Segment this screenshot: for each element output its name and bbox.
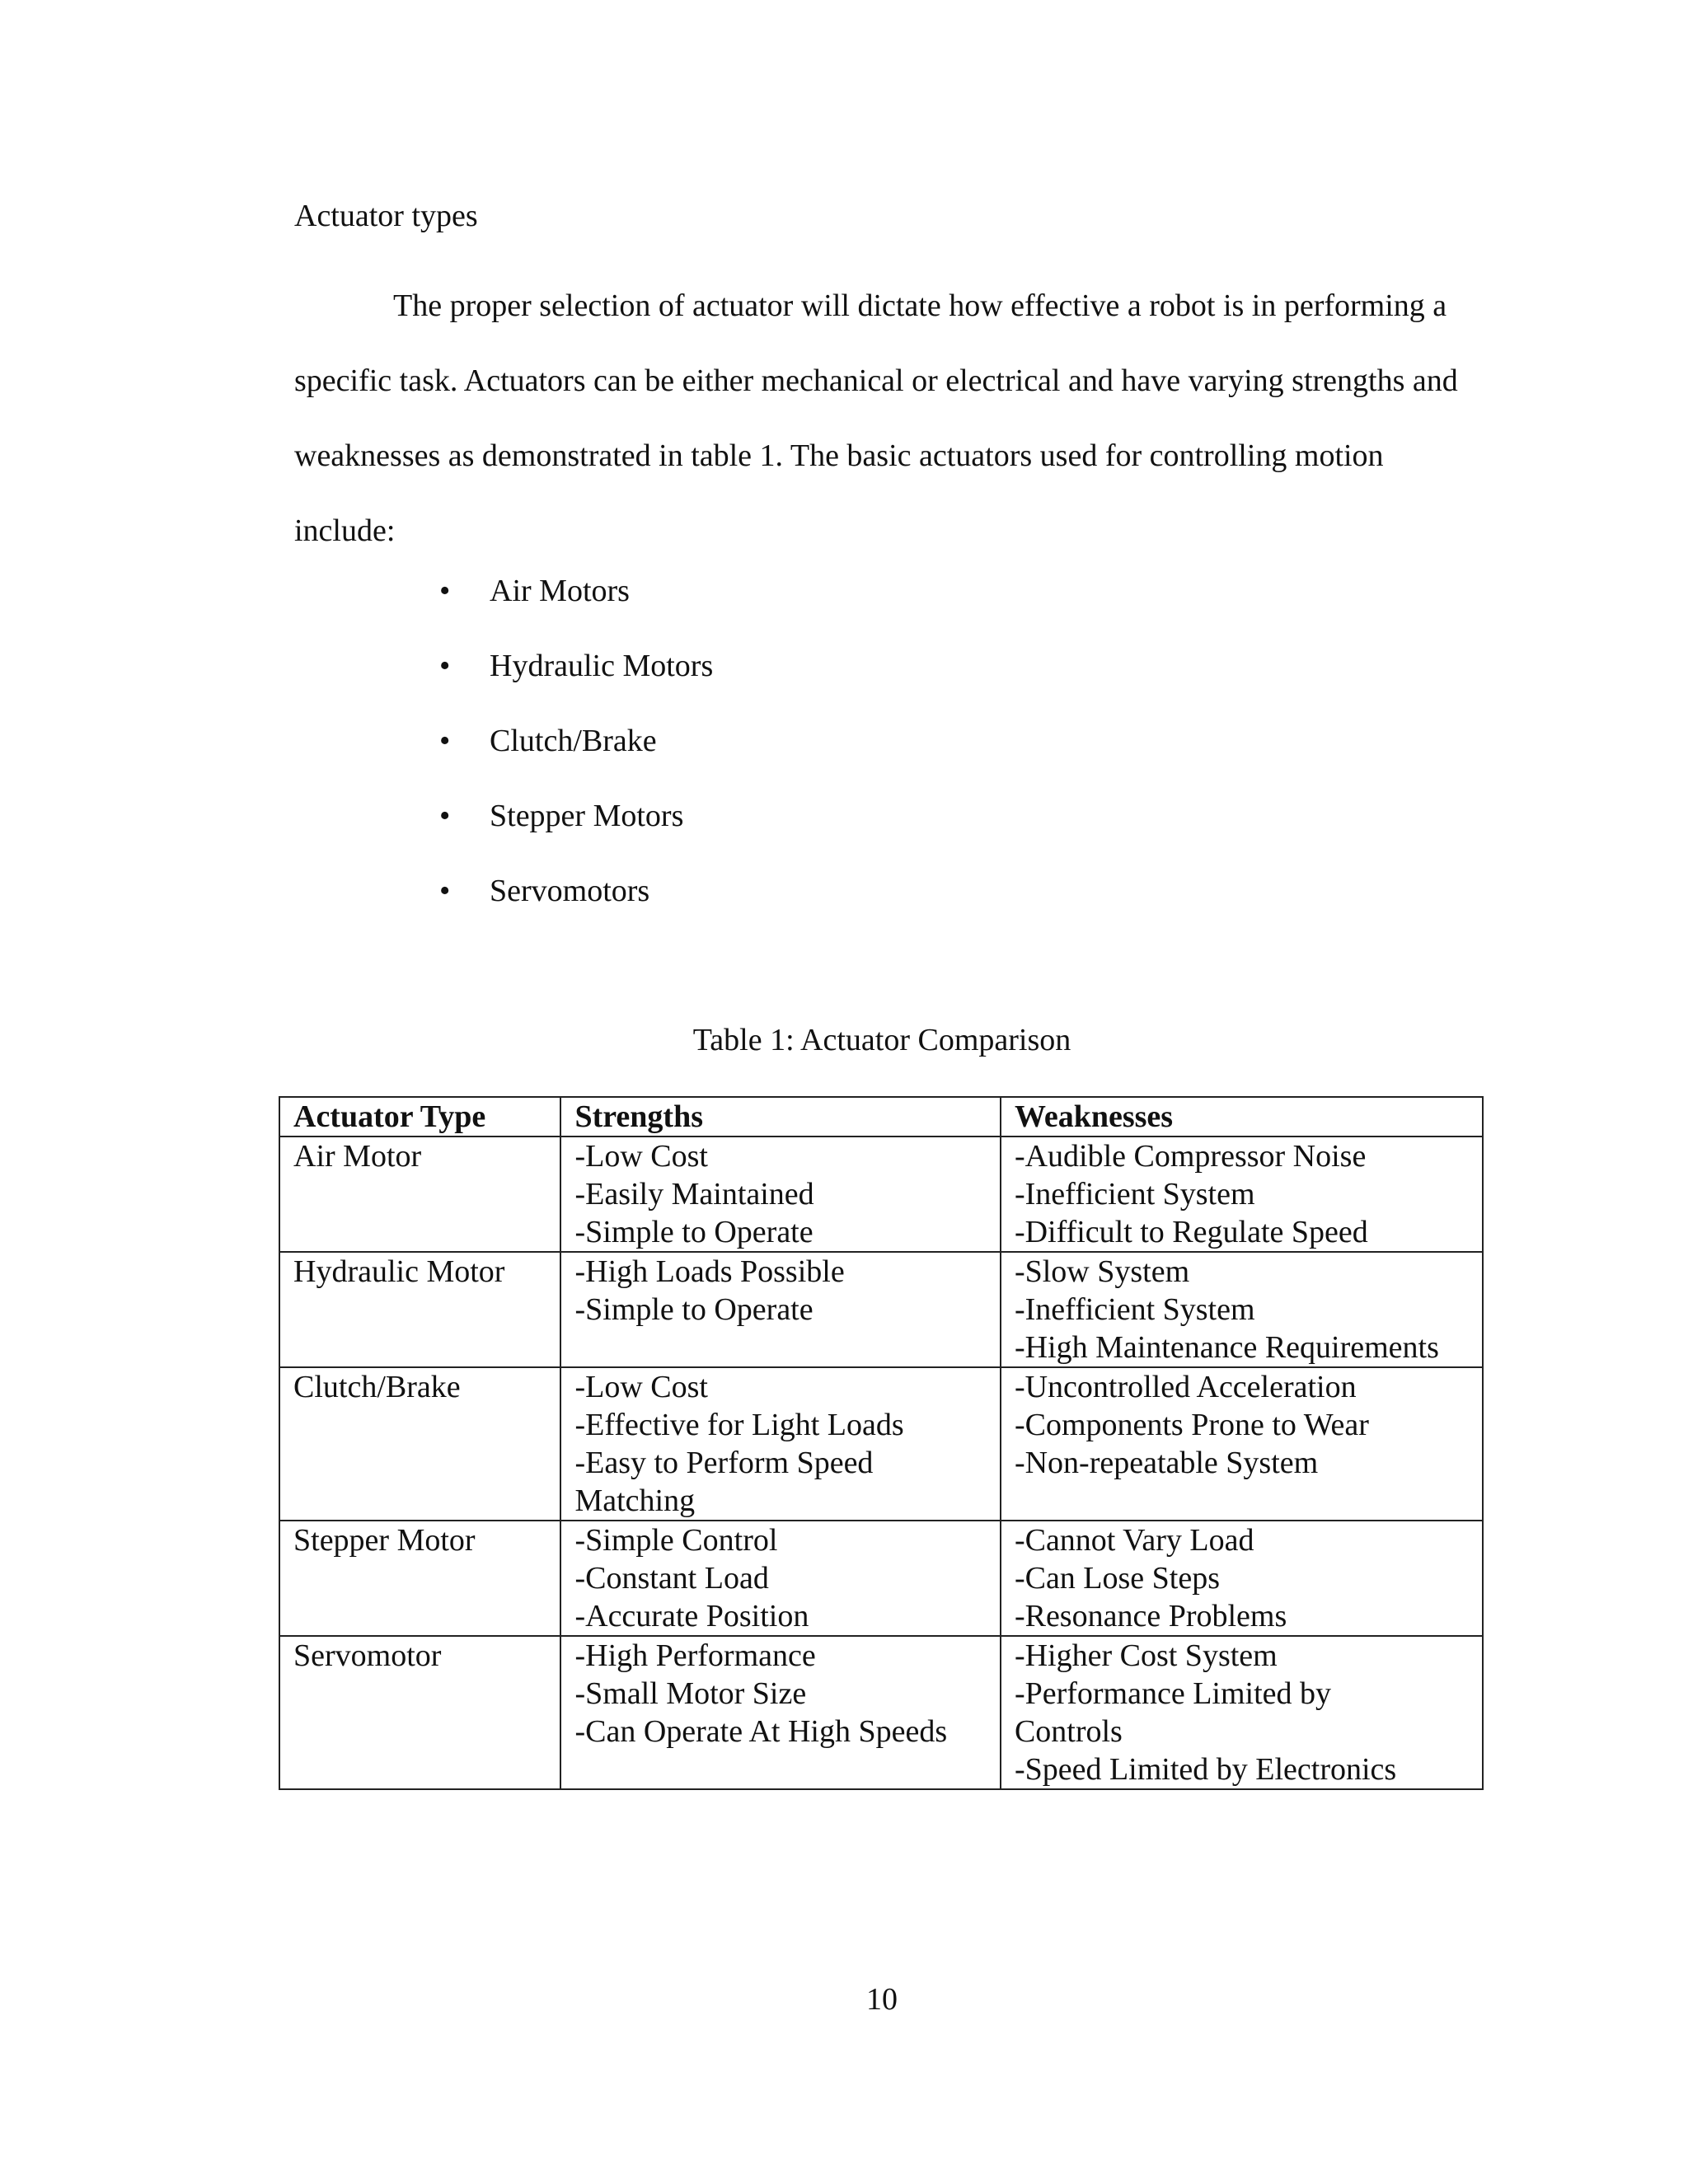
list-item-text: Servomotors [490, 874, 650, 908]
cell-line: -Small Motor Size [574, 1676, 807, 1711]
cell-line: -Low Cost [574, 1139, 708, 1174]
table-row [279, 1137, 1483, 1252]
cell-text: Air Motor [293, 1139, 422, 1174]
cell-text: Stepper Motor [293, 1523, 476, 1558]
cell-line: -Difficult to Regulate Speed [1014, 1215, 1368, 1249]
actuator-comparison-table [279, 1096, 1484, 1790]
cell-line: -Low Cost [574, 1370, 708, 1404]
cell-line: -Simple to Operate [574, 1292, 814, 1327]
page-number: 10 [866, 1982, 898, 2017]
cell-weaknesses [1001, 1252, 1483, 1367]
cell-actuator-type [279, 1252, 560, 1367]
bullet-icon: • [439, 649, 451, 683]
cell-strengths [560, 1521, 1000, 1636]
cell-line: -Can Operate At High Speeds [574, 1714, 948, 1749]
cell-line: -Inefficient System [1014, 1177, 1255, 1212]
cell-strengths [560, 1252, 1000, 1367]
cell-line: -Audible Compressor Noise [1014, 1139, 1367, 1174]
header-actuator-type: Actuator Type [279, 1097, 560, 1137]
cell-line: -High Loads Possible [574, 1254, 845, 1289]
cell-line: -Components Prone to Wear [1014, 1408, 1369, 1442]
cell-line: -Accurate Position [574, 1599, 809, 1633]
table-row [279, 1367, 1483, 1521]
header-weaknesses: Weaknesses [1001, 1097, 1483, 1137]
header-strengths: Strengths [560, 1097, 1000, 1137]
cell-text: Clutch/Brake [293, 1370, 461, 1404]
cell-line: -Non-repeatable System [1014, 1446, 1319, 1480]
table-caption: Table 1: Actuator Comparison [692, 1023, 1071, 1057]
cell-weaknesses [1001, 1137, 1483, 1252]
cell-weaknesses [1001, 1636, 1483, 1789]
cell-line: -Constant Load [574, 1561, 769, 1596]
bullet-icon: • [439, 574, 451, 608]
cell-line: Controls [1014, 1714, 1123, 1749]
table-row [279, 1636, 1483, 1789]
cell-line: -Easily Maintained [574, 1177, 814, 1212]
cell-line: -Resonance Problems [1014, 1599, 1287, 1633]
section-heading: Actuator types [294, 199, 478, 233]
cell-line: -Inefficient System [1014, 1292, 1255, 1327]
cell-line: -Simple to Operate [574, 1215, 814, 1249]
cell-line: -Performance Limited by [1014, 1676, 1332, 1711]
bullet-icon: • [439, 724, 451, 758]
cell-text: Hydraulic Motor [293, 1254, 505, 1289]
bullet-icon: • [439, 874, 451, 908]
cell-line: -Speed Limited by Electronics [1014, 1752, 1397, 1787]
cell-line: Matching [574, 1483, 696, 1518]
list-item-text: Clutch/Brake [490, 724, 657, 758]
cell-actuator-type [279, 1367, 560, 1521]
cell-line: -High Performance [574, 1638, 816, 1673]
cell-line: -Effective for Light Loads [574, 1408, 904, 1442]
cell-actuator-type [279, 1521, 560, 1636]
cell-line: -Can Lose Steps [1014, 1561, 1221, 1596]
cell-line: -High Maintenance Requirements [1014, 1330, 1439, 1365]
cell-line: -Easy to Perform Speed [574, 1446, 874, 1480]
cell-line: -Slow System [1014, 1254, 1190, 1289]
list-item-text: Stepper Motors [490, 799, 684, 833]
cell-line: -Higher Cost System [1014, 1638, 1278, 1673]
list-item-text: Hydraulic Motors [490, 649, 714, 683]
table-row [279, 1521, 1483, 1636]
cell-line: -Uncontrolled Acceleration [1014, 1370, 1357, 1404]
bullet-icon: • [439, 799, 451, 833]
cell-weaknesses [1001, 1521, 1483, 1636]
cell-text: Servomotor [293, 1638, 442, 1673]
cell-actuator-type [279, 1137, 560, 1252]
cell-line: -Simple Control [574, 1523, 778, 1558]
table-header-row [279, 1097, 1483, 1137]
cell-actuator-type [279, 1636, 560, 1789]
body-paragraph: The proper selection of actuator will dictate how effective a robot is in performing a specific task. Actuators can be either mechanical or electrical and have varying strengths and weaknesses as demonstrated in table 1. The basic actuators used for controlling motion include: [294, 288, 1458, 548]
cell-strengths [560, 1367, 1000, 1521]
cell-strengths [560, 1137, 1000, 1252]
list-item-text: Air Motors [490, 574, 630, 608]
cell-weaknesses [1001, 1367, 1483, 1521]
cell-line: -Cannot Vary Load [1014, 1523, 1254, 1558]
table-row [279, 1252, 1483, 1367]
cell-strengths [560, 1636, 1000, 1789]
